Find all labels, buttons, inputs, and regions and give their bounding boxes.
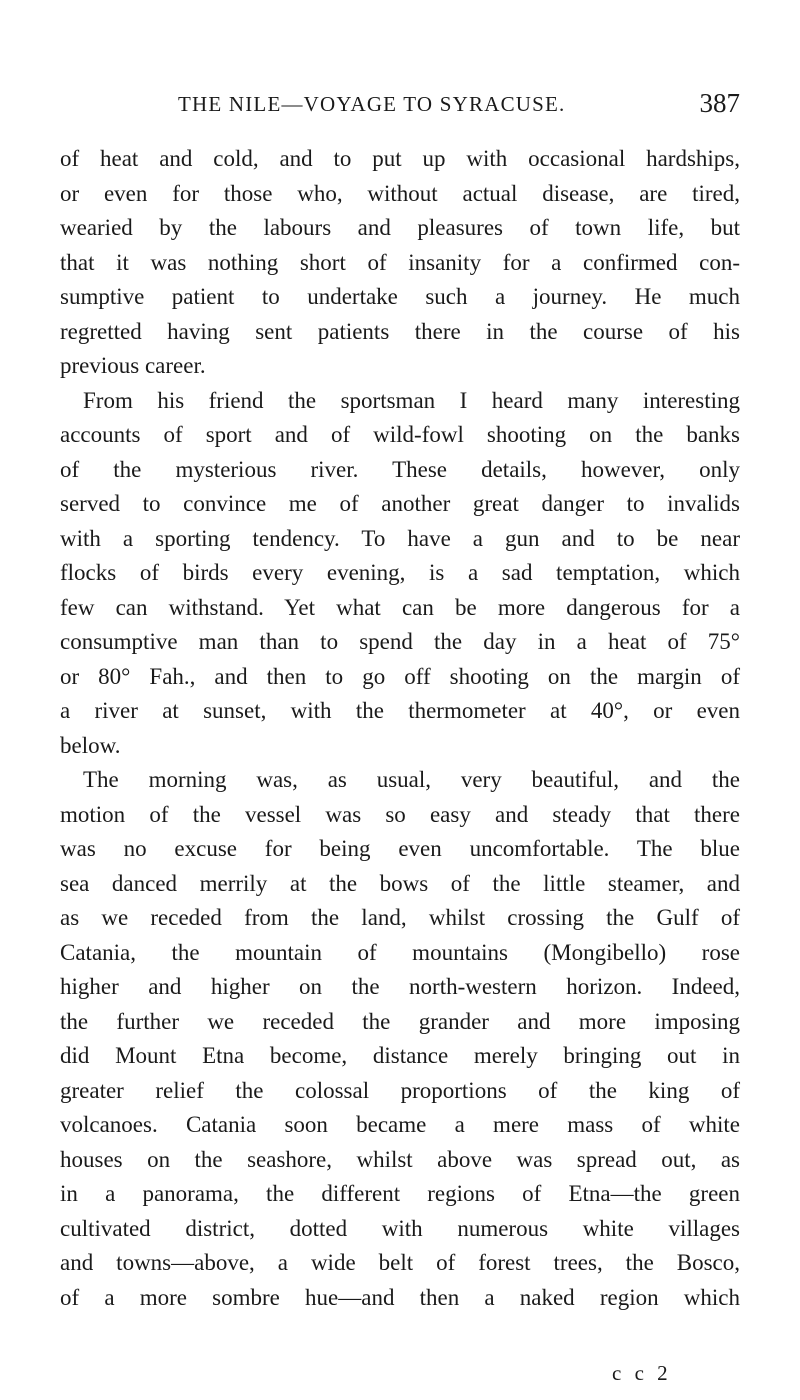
- text-line: flocks of birds every evening, is a sad temptation, which: [60, 560, 740, 585]
- text-line: sea danced merrily at the bows of the little steamer, and: [60, 870, 740, 896]
- text-line: or 80° Fah., and then to go off shooting on the margin of: [60, 663, 740, 689]
- text-line: of a more sombre hue—and then a naked region which: [60, 1284, 740, 1310]
- paragraph-start-line: From his friend the sportsman I heard many interesting: [83, 387, 740, 413]
- text-line: houses on the seashore, whilst above was spread out, as: [60, 1146, 740, 1172]
- signature-mark: c c 2: [612, 1361, 672, 1385]
- text-line: was no excuse for being even uncomfortable. The blue: [60, 836, 740, 861]
- text-line: a river at sunset, with the thermometer at 40°, or even: [60, 698, 740, 723]
- text-line: few can withstand. Yet what can be more dangerous for a: [60, 594, 740, 620]
- text-line: cultivated district, dotted with numerous white villages: [60, 1215, 740, 1241]
- text-line: wearied by the labours and pleasures of town life, but: [60, 215, 740, 240]
- body-text: [60, 142, 740, 1315]
- text-line: or even for those who, without actual disease, are tired,: [60, 180, 740, 206]
- text-line: did Mount Etna become, distance merely bringing out in: [60, 1043, 740, 1068]
- page-header: [60, 88, 740, 128]
- text-line: motion of the vessel was so easy and steady that there: [60, 801, 740, 827]
- paragraph-end-line: previous career.: [60, 353, 206, 378]
- text-line: the further we receded the grander and more imposing: [60, 1008, 740, 1034]
- page-number: 387: [699, 88, 740, 118]
- text-line: of the mysterious river. These details, however, only: [60, 456, 740, 482]
- text-line: with a sporting tendency. To have a gun and to be near: [60, 525, 740, 551]
- paragraph-start-line: The morning was, as usual, very beautiful, and the: [83, 767, 740, 792]
- text-line: as we receded from the land, whilst crossing the Gulf of: [60, 905, 740, 930]
- text-line: served to convince me of another great danger to invalids: [60, 491, 740, 516]
- text-line: sumptive patient to undertake such a journey. He much: [60, 284, 740, 309]
- text-line: Catania, the mountain of mountains (Mongibello) rose: [60, 939, 740, 965]
- running-head: THE NILE—VOYAGE TO SYRACUSE.: [178, 92, 566, 116]
- text-line: in a panorama, the different regions of Etna—the green: [60, 1181, 740, 1206]
- text-line: accounts of sport and of wild-fowl shooting on the banks: [60, 422, 740, 447]
- text-line: higher and higher on the north-western horizon. Indeed,: [60, 974, 740, 999]
- text-line: volcanoes. Catania soon became a mere mass of white: [60, 1112, 740, 1137]
- text-line: regretted having sent patients there in the course of his: [60, 318, 740, 344]
- text-line: of heat and cold, and to put up with occasional hardships,: [60, 146, 740, 171]
- paragraph-end-line: below.: [60, 732, 121, 758]
- text-line: consumptive man than to spend the day in a heat of 75°: [60, 629, 740, 654]
- text-line: that it was nothing short of insanity for a confirmed con-: [60, 249, 740, 275]
- text-line: and towns—above, a wide belt of forest trees, the Bosco,: [60, 1250, 740, 1275]
- text-line: greater relief the colossal proportions of the king of: [60, 1077, 740, 1103]
